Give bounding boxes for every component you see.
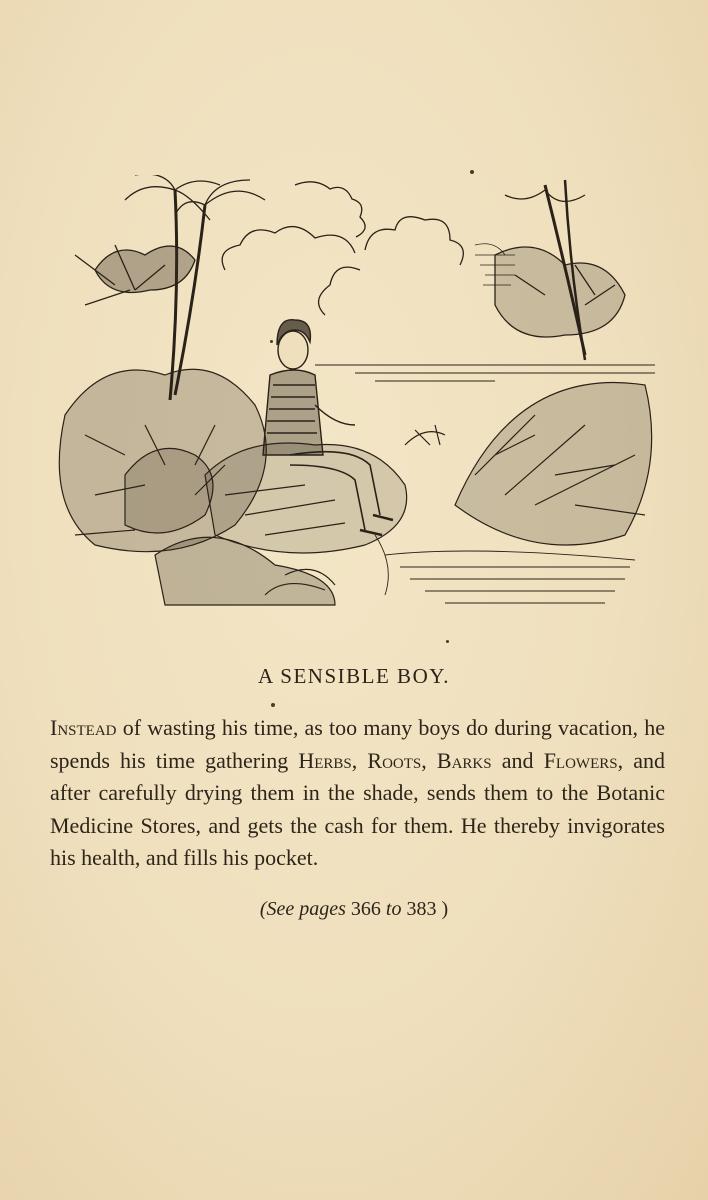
right-trees: [495, 180, 625, 360]
caption-paren-open: (: [259, 898, 267, 920]
keyword-flowers: Flowers: [543, 747, 618, 773]
caption-to: to: [385, 898, 402, 920]
lead-word: Instead: [50, 715, 117, 740]
text-run: of wasting his time, as too many boys do during vacation, he spends his time gathering: [50, 715, 665, 773]
horizon: [315, 365, 655, 381]
ink-speck: [271, 703, 275, 707]
keyword-barks: Barks: [436, 747, 492, 773]
engraving-illustration: [55, 175, 660, 620]
caption-page-from: 366: [350, 898, 381, 920]
ink-speck: [470, 170, 474, 174]
text-run: , and after carefully drying them in the shade, sends them to the Botanic Medicine Stores, and gets the cash for them. He thereby invigorates his health, and fills his pocket.: [50, 747, 666, 870]
caption-see-pages: See pages: [266, 898, 346, 920]
left-palms: [75, 175, 265, 400]
caption-page-until: 383: [406, 898, 437, 920]
ink-speck: [270, 340, 273, 343]
text-run: ,: [421, 747, 437, 773]
right-ferns: [405, 383, 652, 546]
stream: [375, 535, 635, 603]
caption-paren-close: ): [441, 898, 449, 920]
keyword-roots: Roots: [367, 747, 422, 773]
page-reference-caption: [0, 898, 708, 921]
text-run: and: [491, 747, 544, 773]
clouds: [222, 182, 515, 315]
body-paragraph: [50, 712, 665, 875]
page-heading: A SENSIBLE BOY.: [258, 664, 450, 688]
keyword-herbs: Herbs: [298, 747, 352, 773]
text-run: ,: [351, 747, 368, 773]
ink-speck: [446, 640, 449, 643]
